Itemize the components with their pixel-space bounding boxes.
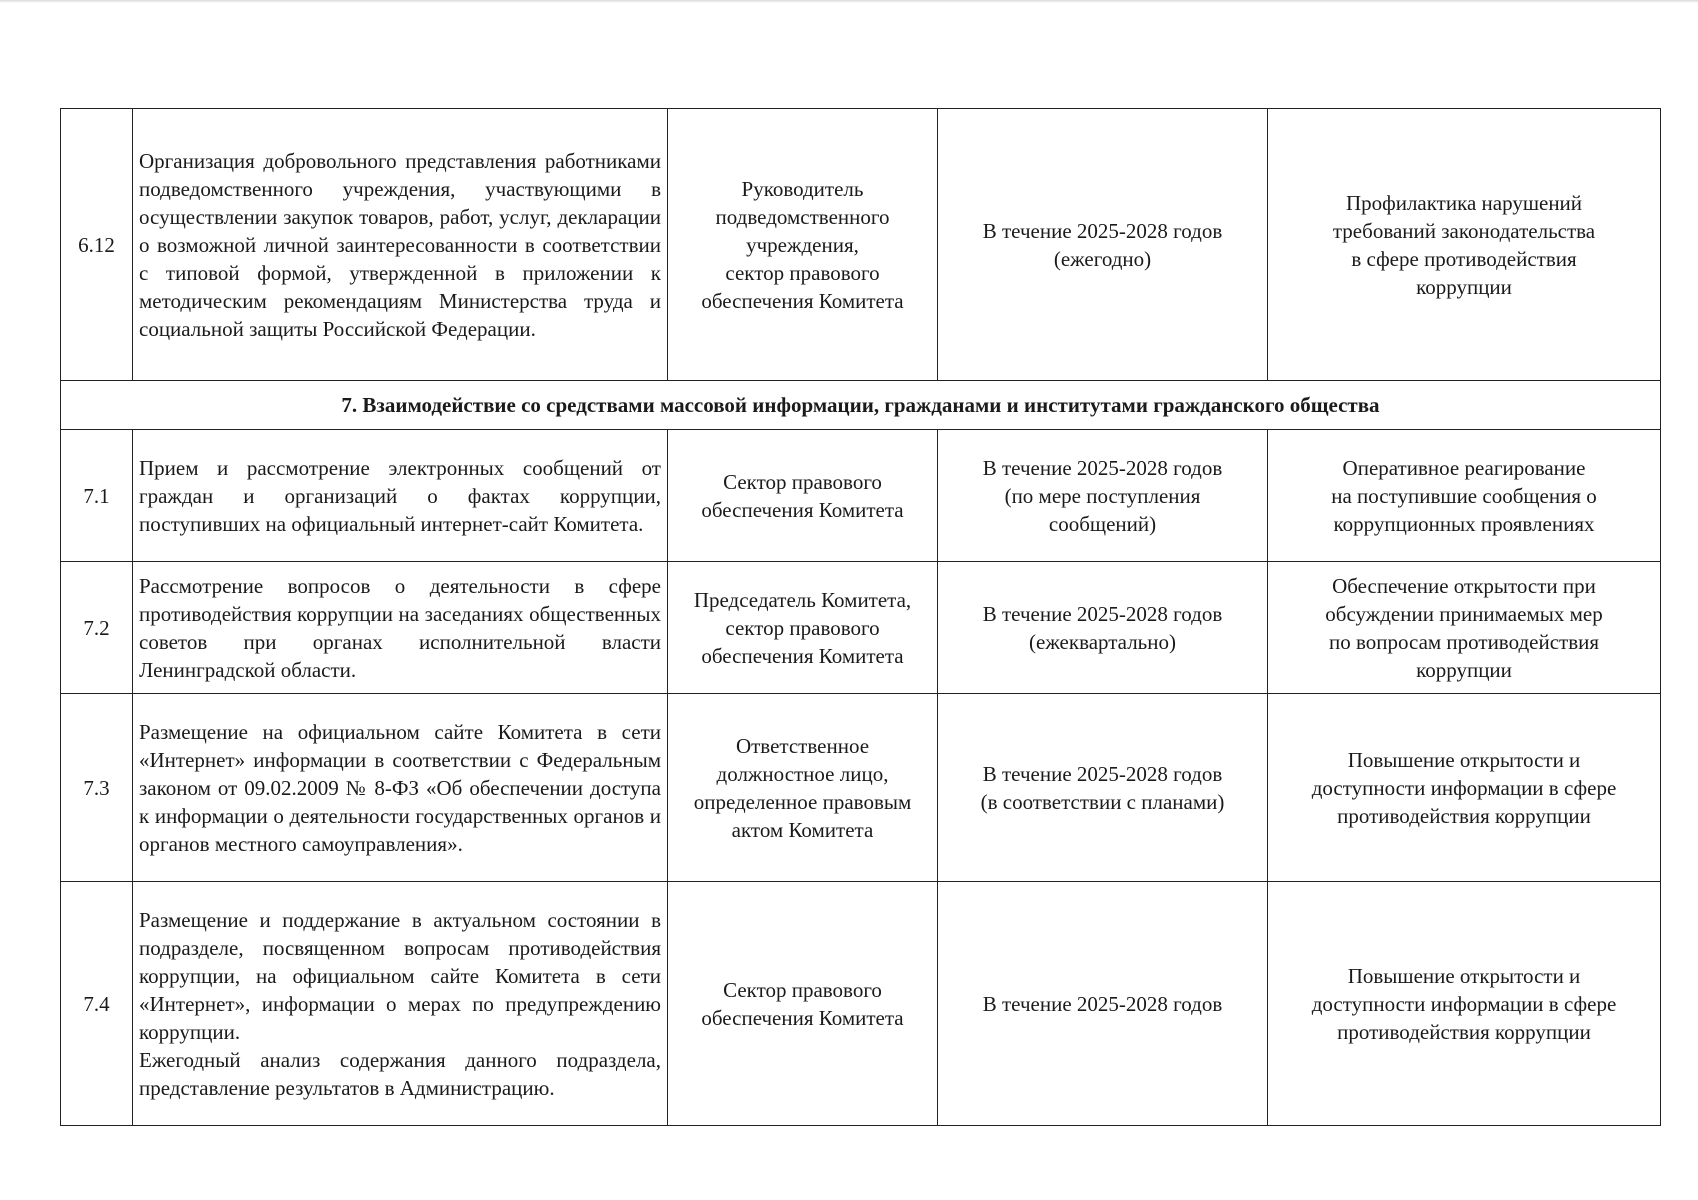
measure-description: Рассмотрение вопросов о деятельности в сфере противодействия коррупции на заседаниях общественных советов при органах исполнительной власти Ленинградской области. bbox=[133, 562, 668, 694]
responsible-executor: Сектор правового обеспечения Комитета bbox=[668, 430, 938, 562]
row-number: 7.2 bbox=[61, 562, 133, 694]
expected-result: Повышение открытости и доступности информации в сфере противодействия коррупции bbox=[1268, 694, 1661, 882]
expected-result: Оперативное реагирование на поступившие сообщения о коррупционных проявлениях bbox=[1268, 430, 1661, 562]
section-header-row bbox=[61, 381, 1661, 430]
execution-term: В течение 2025-2028 годов (ежеквартально) bbox=[938, 562, 1268, 694]
execution-term: В течение 2025-2028 годов (в соответствии с планами) bbox=[938, 694, 1268, 882]
row-number: 6.12 bbox=[61, 109, 133, 381]
table-row bbox=[61, 562, 1661, 694]
responsible-executor: Ответственное должностное лицо, определенное правовым актом Комитета bbox=[668, 694, 938, 882]
scan-edge bbox=[0, 0, 1698, 3]
measure-description: Организация добровольного представления работниками подведомственного учреждения, участвующими в осуществлении закупок товаров, работ, услуг, декларации о возможной личной заинтересованности в соответствии с типовой формой, утвержденной в приложении к методическим рекомендациям Министерства труда и социальной защиты Российской Федерации. bbox=[133, 109, 668, 381]
table-row bbox=[61, 882, 1661, 1126]
row-number: 7.4 bbox=[61, 882, 133, 1126]
row-number: 7.3 bbox=[61, 694, 133, 882]
section-title: 7. Взаимодействие со средствами массовой информации, гражданами и институтами гражданского общества bbox=[61, 381, 1661, 430]
measures-table bbox=[60, 108, 1661, 1126]
measure-description: Размещение на официальном сайте Комитета в сети «Интернет» информации в соответствии с Федеральным законом от 09.02.2009 № 8-ФЗ «Об обеспечении доступа к информации о деятельности государственных органов и органов местного самоуправления». bbox=[133, 694, 668, 882]
responsible-executor: Руководитель подведомственного учреждения, сектор правового обеспечения Комитета bbox=[668, 109, 938, 381]
responsible-executor: Председатель Комитета, сектор правового обеспечения Комитета bbox=[668, 562, 938, 694]
execution-term: В течение 2025-2028 годов (ежегодно) bbox=[938, 109, 1268, 381]
execution-term: В течение 2025-2028 годов bbox=[938, 882, 1268, 1126]
expected-result: Повышение открытости и доступности информации в сфере противодействия коррупции bbox=[1268, 882, 1661, 1126]
expected-result: Обеспечение открытости при обсуждении принимаемых мер по вопросам противодействия коррупции bbox=[1268, 562, 1661, 694]
execution-term: В течение 2025-2028 годов (по мере поступления сообщений) bbox=[938, 430, 1268, 562]
table-row bbox=[61, 694, 1661, 882]
responsible-executor: Сектор правового обеспечения Комитета bbox=[668, 882, 938, 1126]
table-row bbox=[61, 109, 1661, 381]
expected-result: Профилактика нарушений требований законодательства в сфере противодействия коррупции bbox=[1268, 109, 1661, 381]
row-number: 7.1 bbox=[61, 430, 133, 562]
measure-description: Прием и рассмотрение электронных сообщений от граждан и организаций о фактах коррупции, поступивших на официальный интернет-сайт Комитета. bbox=[133, 430, 668, 562]
measure-description: Размещение и поддержание в актуальном состоянии в подразделе, посвященном вопросам противодействия коррупции, на официальном сайте Комитета в сети «Интернет», информации о мерах по предупреждению коррупции. Ежегодный анализ содержания данного подраздела, представление результатов в Администрацию. bbox=[133, 882, 668, 1126]
table-row bbox=[61, 430, 1661, 562]
